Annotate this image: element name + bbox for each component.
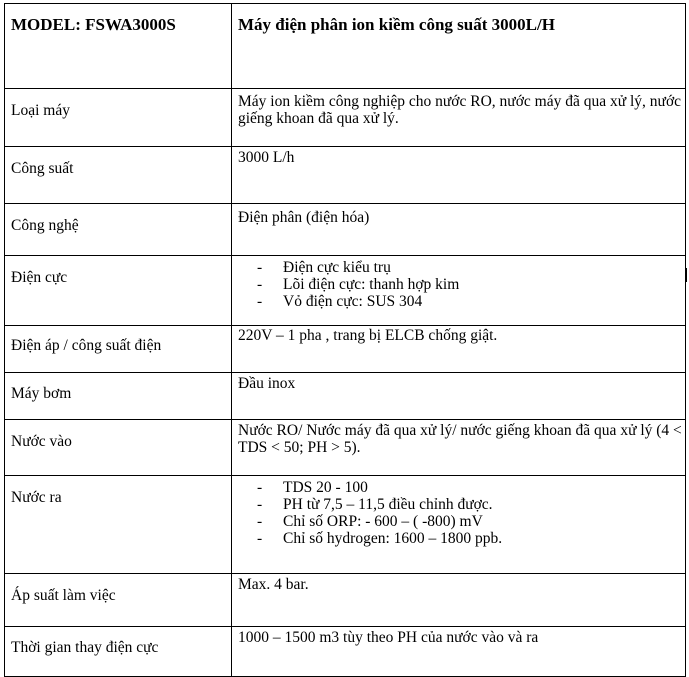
- water-out-list: [238, 479, 685, 547]
- list-item: - TDS 20 - 100: [257, 479, 685, 496]
- table-row: [5, 420, 686, 476]
- row-label: Nước vào: [5, 420, 232, 476]
- table-row: [5, 89, 686, 147]
- spec-table: [4, 3, 686, 677]
- margin-tick: [686, 268, 687, 282]
- list-item: - Chỉ số hydrogen: 1600 – 1800 ppb.: [257, 530, 685, 547]
- row-value: Max. 4 bar.: [232, 574, 686, 627]
- list-item: - Chỉ số ORP: - 600 – ( -800) mV: [257, 513, 685, 530]
- model-cell: MODEL: FSWA3000S: [5, 4, 232, 89]
- row-value: [232, 256, 686, 326]
- list-item: - Lõi điện cực: thanh hợp kim: [257, 276, 685, 293]
- list-item: - Vỏ điện cực: SUS 304: [257, 293, 685, 310]
- row-label: Loại máy: [5, 89, 232, 147]
- list-item: - PH từ 7,5 – 11,5 điều chỉnh được.: [257, 496, 685, 513]
- table-row: [5, 147, 686, 204]
- row-label: Nước ra: [5, 476, 232, 574]
- row-label: Áp suất làm việc: [5, 574, 232, 627]
- row-value: Máy ion kiềm công nghiệp cho nước RO, nước máy đã qua xử lý, nước giếng khoan đã qua xử lý.: [232, 89, 686, 147]
- electrode-list: [238, 259, 685, 310]
- table-row: [5, 204, 686, 256]
- row-label: Điện áp / công suất điện: [5, 326, 232, 373]
- row-value: Đầu inox: [232, 373, 686, 420]
- row-value: Điện phân (điện hóa): [232, 204, 686, 256]
- product-title-cell: Máy điện phân ion kiềm công suất 3000L/H: [232, 4, 686, 89]
- row-value: 3000 L/h: [232, 147, 686, 204]
- table-row: [5, 256, 686, 326]
- table-row: [5, 373, 686, 420]
- row-label: Thời gian thay điện cực: [5, 627, 232, 677]
- row-value: [232, 476, 686, 574]
- row-label: Máy bơm: [5, 373, 232, 420]
- table-row: [5, 627, 686, 677]
- table-row: [5, 476, 686, 574]
- header-row: [5, 4, 686, 89]
- row-value: 220V – 1 pha , trang bị ELCB chống giật.: [232, 326, 686, 373]
- row-value: 1000 – 1500 m3 tùy theo PH của nước vào và ra: [232, 627, 686, 677]
- table-row: [5, 574, 686, 627]
- row-label: Công nghệ: [5, 204, 232, 256]
- row-label: Công suất: [5, 147, 232, 204]
- list-item: - Điện cực kiểu trụ: [257, 259, 685, 276]
- table-row: [5, 326, 686, 373]
- row-value: Nước RO/ Nước máy đã qua xử lý/ nước giếng khoan đã qua xử lý (4 < TDS < 50; PH > 5).: [232, 420, 686, 476]
- row-label: Điện cực: [5, 256, 232, 326]
